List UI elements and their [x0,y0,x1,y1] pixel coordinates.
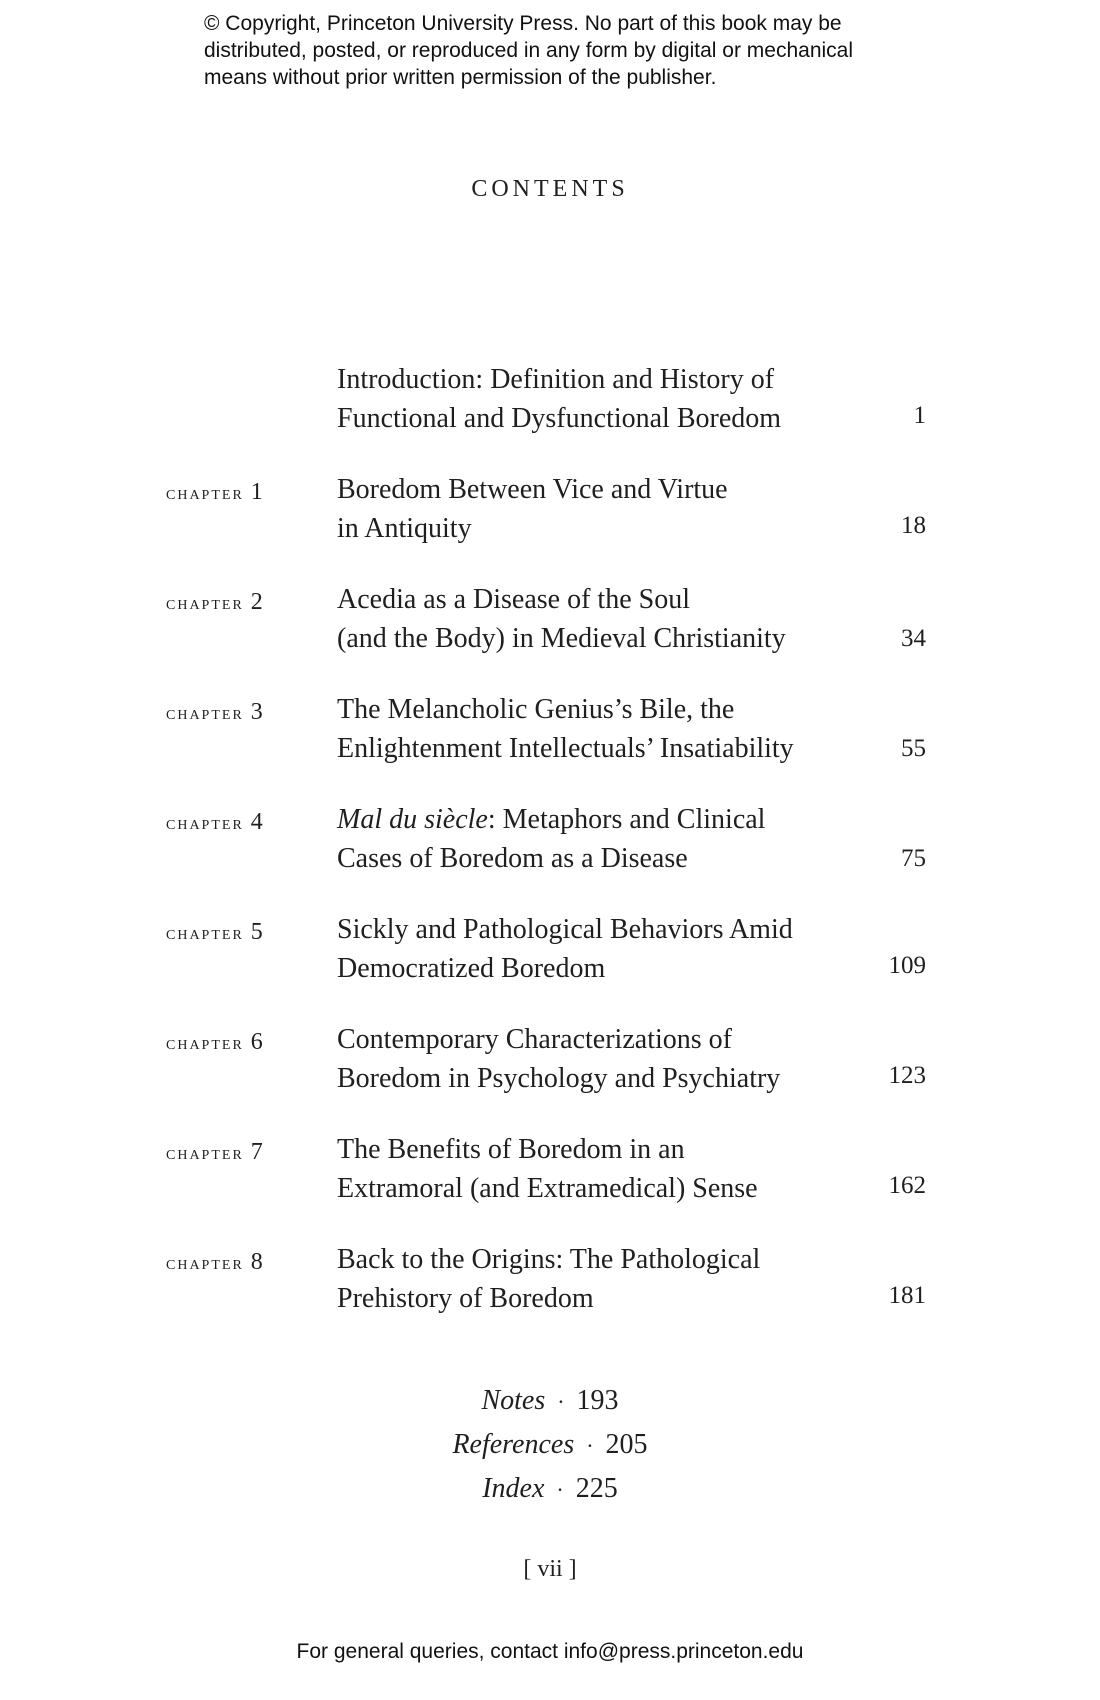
toc-page-number: 123 [888,1062,926,1089]
toc-entry-index[interactable] [0,1467,1100,1511]
chapter-number: 5 [250,919,263,945]
toc-entry-title [337,580,857,658]
backmatter-page: 193 [576,1385,619,1416]
backmatter-separator: · [557,1389,565,1414]
toc-entry-title [337,800,857,878]
backmatter-label: Notes [481,1385,546,1416]
footer-contact: For general queries, contact info@press.princeton.edu [296,1640,804,1663]
toc-title-line: Enlightenment Intellectuals’ Insatiability [337,733,794,764]
backmatter-page: 225 [575,1473,618,1504]
toc-page-number: 34 [901,625,926,652]
toc-entry-chapter-3[interactable] [0,690,1100,770]
toc-title-line: Functional and Dysfunctional Boredom [337,403,782,434]
chapter-label [166,479,263,506]
toc-entry-chapter-2[interactable] [0,580,1100,660]
toc-entry-chapter-1[interactable] [0,470,1100,550]
toc-page-number: 162 [888,1172,926,1199]
chapter-word: chapter [166,482,244,504]
toc-title-line: Boredom Between Vice and Virtue [337,474,728,505]
toc-title-line: The Benefits of Boredom in an [337,1134,685,1165]
chapter-label [166,919,263,946]
backmatter-page: 205 [605,1429,648,1460]
toc-entry-introduction[interactable] [0,360,1100,440]
chapter-label [166,699,263,726]
toc-entry-title [337,470,857,548]
toc-entry-notes[interactable] [0,1379,1100,1423]
chapter-word: chapter [166,1142,244,1164]
toc-title-line [337,800,857,839]
chapter-word: chapter [166,592,244,614]
toc-page-number: 109 [888,952,926,979]
chapter-label [166,1249,263,1276]
backmatter-label: References [452,1429,575,1460]
chapter-word: chapter [166,812,244,834]
chapter-number: 1 [250,479,263,505]
chapter-label [166,1029,263,1056]
toc-page-number: 18 [901,512,926,539]
copyright-line: distributed, posted, or reproduced in any form by digital or mechanical [204,39,854,62]
page-number: [ vii ] [523,1556,577,1582]
toc-entry-chapter-6[interactable] [0,1020,1100,1100]
toc-entry-title [337,1240,857,1318]
copyright-notice [204,10,924,91]
toc-page-number: 181 [888,1282,926,1309]
toc-page-number: 55 [901,735,926,762]
chapter-number: 2 [250,589,263,615]
toc-title-line: in Antiquity [337,513,472,544]
chapter-label [166,809,263,836]
backmatter-separator: · [586,1433,594,1458]
toc-title-line: Cases of Boredom as a Disease [337,843,688,874]
toc-title-line: Democratized Boredom [337,953,606,984]
toc-title-line: Introduction: Definition and History of [337,364,775,395]
backmatter-separator: · [556,1477,564,1502]
toc-title-line: Back to the Origins: The Pathological [337,1244,761,1275]
chapter-label [166,589,263,616]
chapter-number: 3 [250,699,263,725]
toc-entry-title [337,360,857,438]
copyright-line: means without prior written permission of the publisher. [204,66,717,89]
toc-title-line: (and the Body) in Medieval Christianity [337,623,786,654]
toc-title-line: Acedia as a Disease of the Soul [337,584,690,615]
toc-entry-title [337,690,857,768]
toc-title-line: Extramoral (and Extramedical) Sense [337,1173,758,1204]
toc-entry-chapter-5[interactable] [0,910,1100,990]
chapter-number: 8 [250,1249,263,1275]
toc-title-line: The Melancholic Genius’s Bile, the [337,694,735,725]
toc-entry-chapter-7[interactable] [0,1130,1100,1210]
toc-entry-title [337,1020,857,1098]
chapter-number: 4 [250,809,263,835]
chapter-word: chapter [166,1252,244,1274]
page-title: CONTENTS [471,176,629,202]
toc-entry-references[interactable] [0,1423,1100,1467]
toc-title-italic: Mal du siècle [337,804,488,835]
toc-entry-chapter-4[interactable] [0,800,1100,880]
chapter-number: 7 [250,1139,263,1165]
toc-title-line: Prehistory of Boredom [337,1283,594,1314]
chapter-label [166,1139,263,1166]
toc-title-line: Sickly and Pathological Behaviors Amid [337,914,793,945]
chapter-number: 6 [250,1029,263,1055]
copyright-line: © Copyright, Princeton University Press. No part of this book may be [204,12,842,35]
chapter-word: chapter [166,1032,244,1054]
toc-entry-title [337,910,857,988]
toc-title-line: Boredom in Psychology and Psychiatry [337,1063,781,1094]
toc-title-rest: : Metaphors and Clinical [487,804,766,835]
backmatter-list [0,1379,1100,1511]
toc-page-number: 1 [913,402,926,429]
toc-entry-title [337,1130,857,1208]
chapter-word: chapter [166,922,244,944]
backmatter-label: Index [482,1473,545,1504]
toc-entry-chapter-8[interactable] [0,1240,1100,1320]
chapter-word: chapter [166,702,244,724]
toc-title-line: Contemporary Characterizations of [337,1024,732,1055]
toc-page-number: 75 [901,845,926,872]
